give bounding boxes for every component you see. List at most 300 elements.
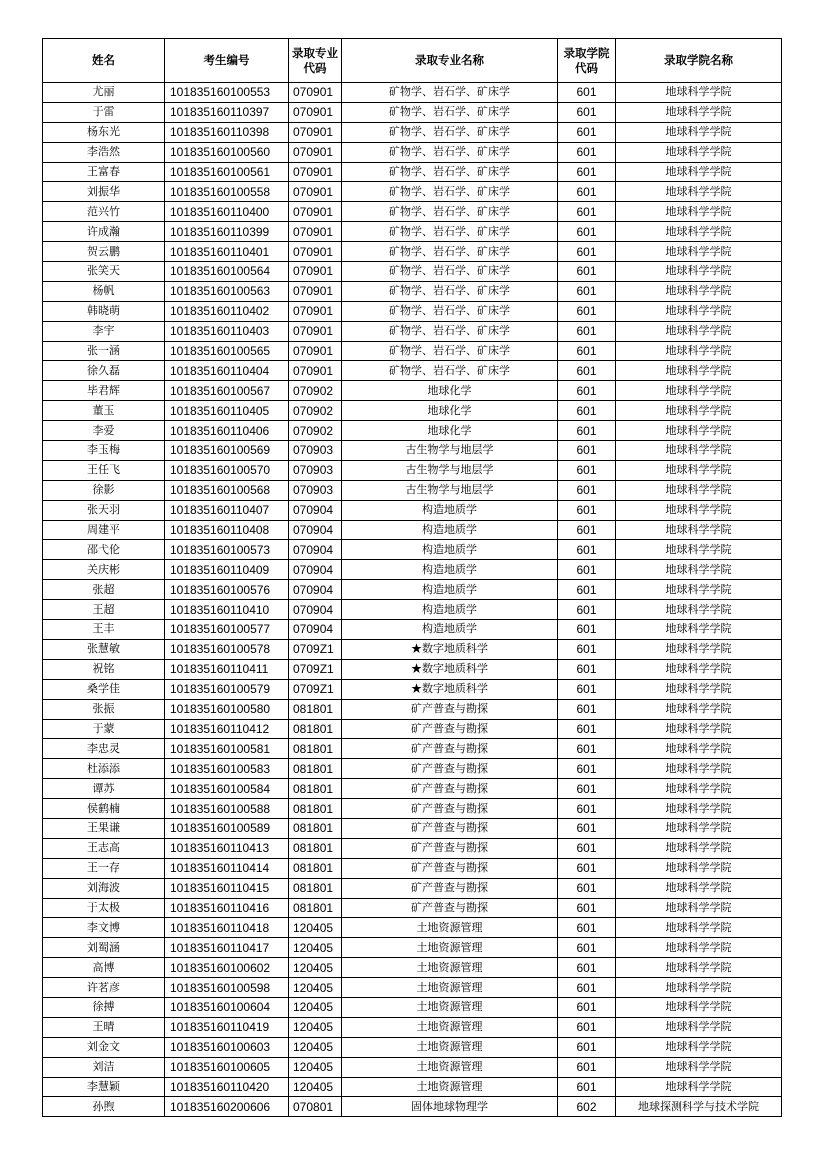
exam-number: 101835160100579: [165, 679, 289, 699]
college-code: 601: [558, 858, 616, 878]
major-code: 120405: [289, 1077, 342, 1097]
student-name: 李爱: [43, 421, 165, 441]
student-name: 邵弋伦: [43, 540, 165, 560]
student-name: 孙煦: [43, 1097, 165, 1117]
exam-number: 101835160100588: [165, 799, 289, 819]
major-name: ★数字地质科学: [342, 679, 558, 699]
student-name: 贺云鹏: [43, 242, 165, 262]
major-code: 081801: [289, 818, 342, 838]
major-code: 081801: [289, 898, 342, 918]
exam-number: 101835160110412: [165, 719, 289, 739]
major-code: 070901: [289, 202, 342, 222]
college-code: 601: [558, 142, 616, 162]
major-name: 构造地质学: [342, 600, 558, 620]
table-row: [43, 262, 782, 282]
college-code: 601: [558, 898, 616, 918]
header-exam-no: 考生编号: [165, 39, 289, 83]
student-name: 王富春: [43, 162, 165, 182]
major-code: 070904: [289, 560, 342, 580]
major-name: ★数字地质科学: [342, 639, 558, 659]
header-row: [43, 39, 782, 83]
table-row: [43, 401, 782, 421]
exam-number: 101835160110407: [165, 500, 289, 520]
major-name: 矿物学、岩石学、矿床学: [342, 361, 558, 381]
exam-number: 101835160100589: [165, 818, 289, 838]
exam-number: 101835160200606: [165, 1097, 289, 1117]
table-row: [43, 381, 782, 401]
college-code: 601: [558, 739, 616, 759]
major-name: 土地资源管理: [342, 978, 558, 998]
college-code: 602: [558, 1097, 616, 1117]
major-code: 070901: [289, 301, 342, 321]
major-code: 120405: [289, 997, 342, 1017]
college-code: 601: [558, 301, 616, 321]
table-row: [43, 878, 782, 898]
exam-number: 101835160110401: [165, 242, 289, 262]
table-row: [43, 938, 782, 958]
student-name: 张超: [43, 580, 165, 600]
major-code: 070903: [289, 441, 342, 461]
college-name: 地球科学学院: [616, 142, 782, 162]
college-name: 地球科学学院: [616, 1017, 782, 1037]
college-code: 601: [558, 799, 616, 819]
major-name: 古生物学与地层学: [342, 460, 558, 480]
student-name: 张一涵: [43, 341, 165, 361]
college-code: 601: [558, 202, 616, 222]
table-row: [43, 679, 782, 699]
table-row: [43, 799, 782, 819]
major-name: 矿产普查与勘探: [342, 779, 558, 799]
major-code: 070901: [289, 242, 342, 262]
major-name: 矿产普查与勘探: [342, 739, 558, 759]
college-name: 地球科学学院: [616, 122, 782, 142]
student-name: 桑学佳: [43, 679, 165, 699]
college-name: 地球科学学院: [616, 799, 782, 819]
college-name: 地球科学学院: [616, 580, 782, 600]
major-code: 070904: [289, 580, 342, 600]
exam-number: 101835160110414: [165, 858, 289, 878]
major-name: 古生物学与地层学: [342, 480, 558, 500]
student-name: 杨帆: [43, 281, 165, 301]
student-name: 徐影: [43, 480, 165, 500]
exam-number: 101835160100560: [165, 142, 289, 162]
major-name: 构造地质学: [342, 560, 558, 580]
major-name: 矿物学、岩石学、矿床学: [342, 83, 558, 103]
major-name: 矿产普查与勘探: [342, 858, 558, 878]
college-code: 601: [558, 679, 616, 699]
table-row: [43, 918, 782, 938]
college-name: 地球科学学院: [616, 480, 782, 500]
table-row: [43, 818, 782, 838]
major-code: 081801: [289, 838, 342, 858]
major-name: 矿产普查与勘探: [342, 799, 558, 819]
major-name: 土地资源管理: [342, 997, 558, 1017]
major-name: ★数字地质科学: [342, 659, 558, 679]
major-code: 070903: [289, 480, 342, 500]
college-name: 地球科学学院: [616, 639, 782, 659]
major-name: 古生物学与地层学: [342, 441, 558, 461]
college-name: 地球科学学院: [616, 441, 782, 461]
table-row: [43, 520, 782, 540]
table-row: [43, 162, 782, 182]
exam-number: 101835160100598: [165, 978, 289, 998]
admission-table: [42, 38, 782, 1117]
major-name: 构造地质学: [342, 580, 558, 600]
student-name: 徐久磊: [43, 361, 165, 381]
student-name: 于蒙: [43, 719, 165, 739]
student-name: 张振: [43, 699, 165, 719]
exam-number: 101835160100564: [165, 262, 289, 282]
college-name: 地球科学学院: [616, 281, 782, 301]
exam-number: 101835160110403: [165, 321, 289, 341]
major-code: 081801: [289, 739, 342, 759]
college-code: 601: [558, 719, 616, 739]
student-name: 李浩然: [43, 142, 165, 162]
major-code: 070901: [289, 262, 342, 282]
college-code: 601: [558, 659, 616, 679]
college-code: 601: [558, 699, 616, 719]
college-code: 601: [558, 620, 616, 640]
table-row: [43, 321, 782, 341]
major-name: 地球化学: [342, 381, 558, 401]
college-name: 地球科学学院: [616, 242, 782, 262]
table-row: [43, 560, 782, 580]
table-row: [43, 759, 782, 779]
college-code: 601: [558, 818, 616, 838]
table-row: [43, 639, 782, 659]
student-name: 刘洁: [43, 1057, 165, 1077]
college-name: 地球科学学院: [616, 978, 782, 998]
table-row: [43, 182, 782, 202]
college-name: 地球科学学院: [616, 361, 782, 381]
major-name: 矿物学、岩石学、矿床学: [342, 222, 558, 242]
header-college-name: 录取学院名称: [616, 39, 782, 83]
student-name: 侯鹤楠: [43, 799, 165, 819]
table-row: [43, 102, 782, 122]
exam-number: 101835160110404: [165, 361, 289, 381]
college-name: 地球科学学院: [616, 838, 782, 858]
college-code: 601: [558, 500, 616, 520]
college-code: 601: [558, 381, 616, 401]
major-name: 矿物学、岩石学、矿床学: [342, 321, 558, 341]
major-code: 070902: [289, 401, 342, 421]
major-name: 矿产普查与勘探: [342, 699, 558, 719]
exam-number: 101835160100577: [165, 620, 289, 640]
exam-number: 101835160100581: [165, 739, 289, 759]
student-name: 王任飞: [43, 460, 165, 480]
table-row: [43, 500, 782, 520]
table-row: [43, 779, 782, 799]
student-name: 李文博: [43, 918, 165, 938]
major-code: 070904: [289, 520, 342, 540]
college-name: 地球科学学院: [616, 520, 782, 540]
college-name: 地球科学学院: [616, 381, 782, 401]
student-name: 李宇: [43, 321, 165, 341]
header-college-code: 录取学院代码: [558, 39, 616, 83]
exam-number: 101835160100565: [165, 341, 289, 361]
exam-number: 101835160110415: [165, 878, 289, 898]
college-code: 601: [558, 540, 616, 560]
exam-number: 101835160100605: [165, 1057, 289, 1077]
major-code: 120405: [289, 978, 342, 998]
college-code: 601: [558, 460, 616, 480]
major-name: 矿物学、岩石学、矿床学: [342, 202, 558, 222]
college-code: 601: [558, 421, 616, 441]
student-name: 王一存: [43, 858, 165, 878]
exam-number: 101835160110398: [165, 122, 289, 142]
header-major-code: 录取专业代码: [289, 39, 342, 83]
exam-number: 101835160100561: [165, 162, 289, 182]
college-name: 地球科学学院: [616, 1037, 782, 1057]
major-code: 081801: [289, 759, 342, 779]
student-name: 王志高: [43, 838, 165, 858]
major-name: 土地资源管理: [342, 958, 558, 978]
major-name: 矿产普查与勘探: [342, 719, 558, 739]
table-row: [43, 222, 782, 242]
college-name: 地球科学学院: [616, 699, 782, 719]
major-name: 矿物学、岩石学、矿床学: [342, 341, 558, 361]
college-code: 601: [558, 878, 616, 898]
major-code: 070901: [289, 102, 342, 122]
table-row: [43, 858, 782, 878]
major-code: 081801: [289, 779, 342, 799]
table-row: [43, 739, 782, 759]
major-name: 土地资源管理: [342, 1057, 558, 1077]
major-name: 土地资源管理: [342, 1077, 558, 1097]
major-code: 070901: [289, 222, 342, 242]
table-row: [43, 600, 782, 620]
student-name: 杨东光: [43, 122, 165, 142]
student-name: 张天羽: [43, 500, 165, 520]
exam-number: 101835160110399: [165, 222, 289, 242]
table-row: [43, 142, 782, 162]
student-name: 李玉梅: [43, 441, 165, 461]
college-name: 地球科学学院: [616, 759, 782, 779]
college-code: 601: [558, 102, 616, 122]
exam-number: 101835160100563: [165, 281, 289, 301]
major-name: 矿产普查与勘探: [342, 898, 558, 918]
college-code: 601: [558, 560, 616, 580]
table-row: [43, 978, 782, 998]
table-row: [43, 341, 782, 361]
major-name: 地球化学: [342, 401, 558, 421]
college-code: 601: [558, 958, 616, 978]
college-name: 地球科学学院: [616, 1077, 782, 1097]
major-name: 构造地质学: [342, 620, 558, 640]
major-code: 070801: [289, 1097, 342, 1117]
major-code: 070901: [289, 182, 342, 202]
major-code: 070902: [289, 421, 342, 441]
college-name: 地球科学学院: [616, 719, 782, 739]
major-name: 矿产普查与勘探: [342, 818, 558, 838]
college-name: 地球科学学院: [616, 818, 782, 838]
college-code: 601: [558, 600, 616, 620]
college-code: 601: [558, 401, 616, 421]
student-name: 于雷: [43, 102, 165, 122]
table-row: [43, 838, 782, 858]
major-code: 081801: [289, 699, 342, 719]
major-name: 矿产普查与勘探: [342, 759, 558, 779]
table-row: [43, 1077, 782, 1097]
college-code: 601: [558, 182, 616, 202]
exam-number: 101835160110408: [165, 520, 289, 540]
exam-number: 101835160110411: [165, 659, 289, 679]
exam-number: 101835160110418: [165, 918, 289, 938]
exam-number: 101835160110400: [165, 202, 289, 222]
major-code: 070904: [289, 540, 342, 560]
header-name: 姓名: [43, 39, 165, 83]
college-code: 601: [558, 480, 616, 500]
exam-number: 101835160100570: [165, 460, 289, 480]
college-code: 601: [558, 978, 616, 998]
table-row: [43, 580, 782, 600]
college-name: 地球科学学院: [616, 500, 782, 520]
college-name: 地球科学学院: [616, 321, 782, 341]
exam-number: 101835160100604: [165, 997, 289, 1017]
table-row: [43, 202, 782, 222]
table-row: [43, 421, 782, 441]
college-code: 601: [558, 242, 616, 262]
exam-number: 101835160110409: [165, 560, 289, 580]
student-name: 关庆彬: [43, 560, 165, 580]
table-row: [43, 1097, 782, 1117]
exam-number: 101835160110413: [165, 838, 289, 858]
exam-number: 101835160110416: [165, 898, 289, 918]
table-row: [43, 122, 782, 142]
major-name: 矿物学、岩石学、矿床学: [342, 182, 558, 202]
exam-number: 101835160100602: [165, 958, 289, 978]
major-code: 070904: [289, 620, 342, 640]
major-name: 矿物学、岩石学、矿床学: [342, 122, 558, 142]
college-code: 601: [558, 759, 616, 779]
major-name: 矿物学、岩石学、矿床学: [342, 242, 558, 262]
college-name: 地球科学学院: [616, 1057, 782, 1077]
college-code: 601: [558, 321, 616, 341]
college-name: 地球科学学院: [616, 401, 782, 421]
major-code: 120405: [289, 1037, 342, 1057]
major-code: 070904: [289, 600, 342, 620]
student-name: 周建平: [43, 520, 165, 540]
major-name: 矿产普查与勘探: [342, 838, 558, 858]
college-name: 地球科学学院: [616, 620, 782, 640]
table-row: [43, 460, 782, 480]
college-code: 601: [558, 918, 616, 938]
college-code: 601: [558, 83, 616, 103]
major-code: 070901: [289, 83, 342, 103]
major-code: 120405: [289, 938, 342, 958]
student-name: 刘振华: [43, 182, 165, 202]
major-name: 土地资源管理: [342, 1017, 558, 1037]
student-name: 王果谦: [43, 818, 165, 838]
college-name: 地球科学学院: [616, 779, 782, 799]
student-name: 范兴竹: [43, 202, 165, 222]
major-code: 0709Z1: [289, 639, 342, 659]
student-name: 于太极: [43, 898, 165, 918]
major-name: 地球化学: [342, 421, 558, 441]
college-name: 地球科学学院: [616, 83, 782, 103]
college-name: 地球科学学院: [616, 182, 782, 202]
exam-number: 101835160110405: [165, 401, 289, 421]
student-name: 刘金文: [43, 1037, 165, 1057]
major-name: 构造地质学: [342, 500, 558, 520]
college-name: 地球科学学院: [616, 739, 782, 759]
major-code: 0709Z1: [289, 659, 342, 679]
college-code: 601: [558, 262, 616, 282]
college-name: 地球科学学院: [616, 102, 782, 122]
major-code: 120405: [289, 1017, 342, 1037]
college-name: 地球科学学院: [616, 878, 782, 898]
exam-number: 101835160110402: [165, 301, 289, 321]
table-row: [43, 1037, 782, 1057]
student-name: 毕君辉: [43, 381, 165, 401]
major-name: 矿物学、岩石学、矿床学: [342, 301, 558, 321]
college-code: 601: [558, 122, 616, 142]
major-code: 0709Z1: [289, 679, 342, 699]
student-name: 许茗彦: [43, 978, 165, 998]
table-row: [43, 540, 782, 560]
major-name: 矿物学、岩石学、矿床学: [342, 162, 558, 182]
college-code: 601: [558, 580, 616, 600]
student-name: 刘蜀涵: [43, 938, 165, 958]
major-code: 081801: [289, 858, 342, 878]
exam-number: 101835160100584: [165, 779, 289, 799]
student-name: 祝铭: [43, 659, 165, 679]
college-name: 地球科学学院: [616, 858, 782, 878]
table-row: [43, 1057, 782, 1077]
exam-number: 101835160110406: [165, 421, 289, 441]
college-name: 地球科学学院: [616, 341, 782, 361]
college-code: 601: [558, 838, 616, 858]
table-row: [43, 361, 782, 381]
college-name: 地球科学学院: [616, 958, 782, 978]
table-row: [43, 441, 782, 461]
major-code: 070901: [289, 162, 342, 182]
exam-number: 101835160100558: [165, 182, 289, 202]
college-code: 601: [558, 162, 616, 182]
student-name: 王超: [43, 600, 165, 620]
major-code: 070901: [289, 142, 342, 162]
header-major-name: 录取专业名称: [342, 39, 558, 83]
major-code: 070904: [289, 500, 342, 520]
student-name: 高博: [43, 958, 165, 978]
college-name: 地球科学学院: [616, 202, 782, 222]
exam-number: 101835160100573: [165, 540, 289, 560]
major-code: 081801: [289, 878, 342, 898]
college-code: 601: [558, 639, 616, 659]
college-name: 地球探测科学与技术学院: [616, 1097, 782, 1117]
student-name: 尤丽: [43, 83, 165, 103]
exam-number: 101835160110417: [165, 938, 289, 958]
exam-number: 101835160100576: [165, 580, 289, 600]
exam-number: 101835160110419: [165, 1017, 289, 1037]
student-name: 许成瀚: [43, 222, 165, 242]
exam-number: 101835160100568: [165, 480, 289, 500]
major-code: 120405: [289, 918, 342, 938]
table-row: [43, 620, 782, 640]
college-name: 地球科学学院: [616, 301, 782, 321]
table-row: [43, 1017, 782, 1037]
table-row: [43, 301, 782, 321]
major-name: 构造地质学: [342, 540, 558, 560]
student-name: 王晴: [43, 1017, 165, 1037]
college-name: 地球科学学院: [616, 421, 782, 441]
student-name: 谭苏: [43, 779, 165, 799]
college-code: 601: [558, 997, 616, 1017]
student-name: 刘海波: [43, 878, 165, 898]
table-row: [43, 242, 782, 262]
exam-number: 101835160100578: [165, 639, 289, 659]
table-row: [43, 997, 782, 1017]
